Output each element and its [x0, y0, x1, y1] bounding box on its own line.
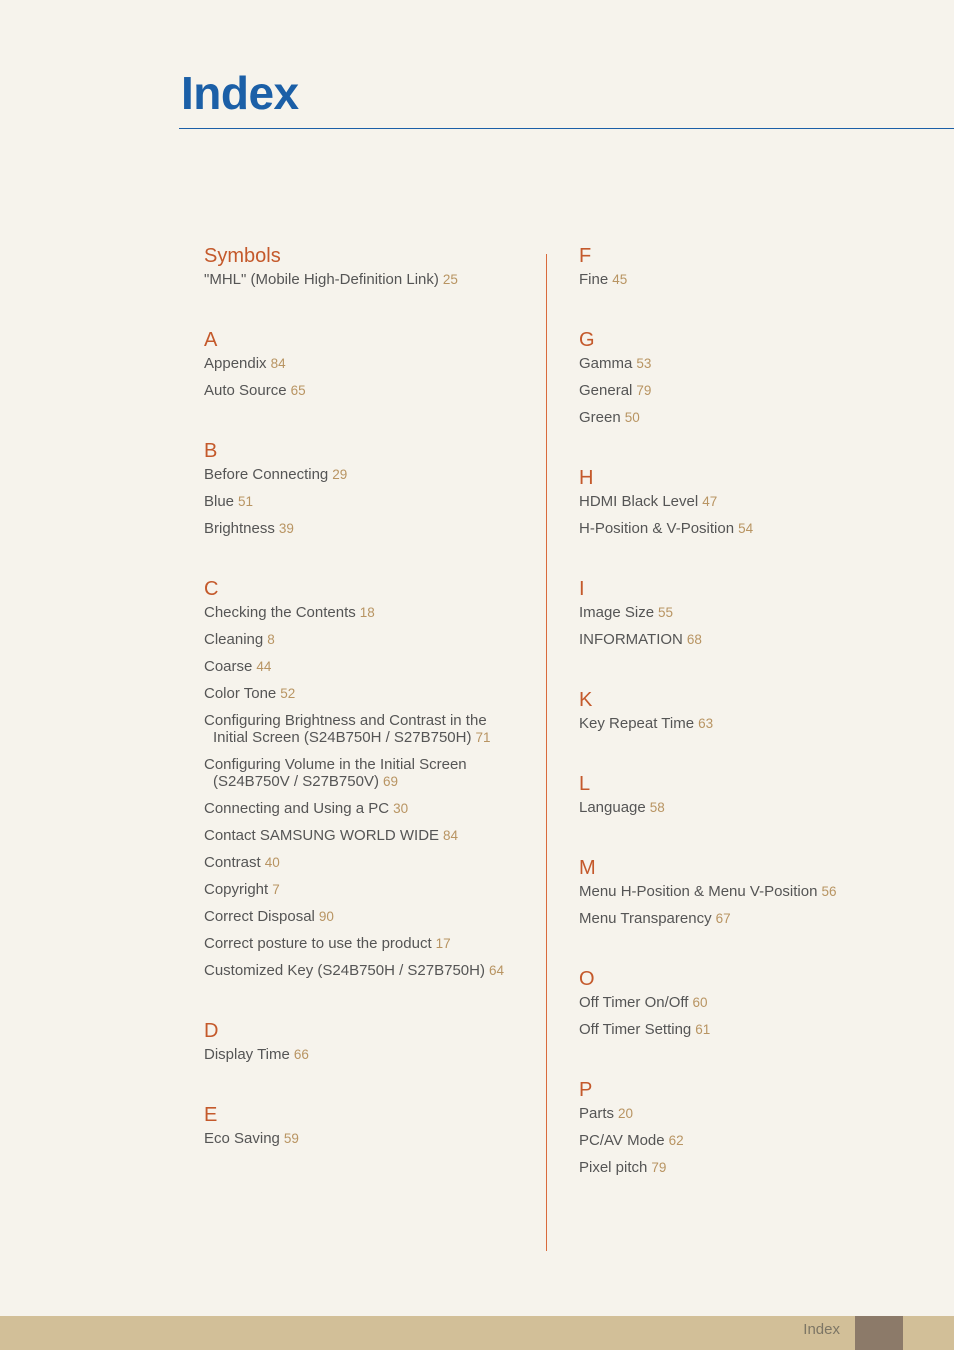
- index-section: [579, 855, 919, 927]
- index-entry[interactable]: [204, 1130, 522, 1147]
- footer-label: Index: [803, 1321, 840, 1338]
- index-entry-term: Appendix: [204, 355, 267, 372]
- index-entry-term: Connecting and Using a PC: [204, 800, 390, 817]
- index-entry-page-number[interactable]: 53: [636, 356, 652, 371]
- index-entry[interactable]: [579, 1159, 919, 1176]
- index-entry[interactable]: [204, 466, 522, 483]
- index-entry-term: Menu H-Position & Menu V-Position: [579, 883, 818, 900]
- index-section: [579, 687, 919, 732]
- index-entry-term: Parts: [579, 1105, 615, 1122]
- index-entry[interactable]: [579, 409, 919, 426]
- index-letter-heading: I: [579, 578, 585, 600]
- index-entry-page-number[interactable]: 67: [715, 911, 731, 926]
- index-entry-page-number[interactable]: 20: [618, 1106, 634, 1121]
- index-section: [204, 438, 522, 537]
- index-entry-page-number[interactable]: 71: [475, 730, 491, 745]
- index-entry-page-number[interactable]: 7: [272, 882, 280, 897]
- footer-page-block: [855, 1316, 903, 1350]
- index-letter-heading: C: [204, 578, 219, 600]
- index-entry-term: INFORMATION: [579, 631, 683, 648]
- index-entry-page-number[interactable]: 50: [624, 410, 640, 425]
- index-entry[interactable]: [204, 604, 522, 621]
- index-entry-page-number[interactable]: 51: [238, 494, 254, 509]
- index-letter-heading: Symbols: [204, 245, 281, 267]
- index-entry-term: Contrast: [204, 854, 261, 871]
- index-entry[interactable]: [579, 910, 919, 927]
- index-entry-term: Image Size: [579, 604, 655, 621]
- index-entry-page-number[interactable]: 84: [443, 828, 459, 843]
- index-letter-heading: P: [579, 1079, 593, 1101]
- index-entry-term: Menu Transparency: [579, 910, 712, 927]
- index-section: [579, 1077, 919, 1176]
- title-rule: [179, 128, 954, 129]
- index-entry[interactable]: [204, 756, 522, 790]
- index-section: [579, 576, 919, 648]
- index-entry-page-number[interactable]: 44: [256, 659, 272, 674]
- index-entry-term: Customized Key (S24B750H / S27B750H): [204, 962, 485, 979]
- index-entry-page-number[interactable]: 65: [290, 383, 306, 398]
- index-entry-page-number[interactable]: 68: [686, 632, 702, 647]
- index-entry-term: Gamma: [579, 355, 633, 372]
- index-entry[interactable]: [204, 827, 522, 844]
- index-entry-page-number[interactable]: 62: [668, 1133, 684, 1148]
- index-entry-term: Correct Disposal: [204, 908, 315, 925]
- index-entry[interactable]: [204, 271, 522, 288]
- index-entry-term: Configuring Volume in the Initial Screen (S24B750V / S27B750V): [204, 756, 467, 790]
- index-entry[interactable]: [579, 883, 919, 900]
- index-entry[interactable]: [204, 908, 522, 925]
- index-entry[interactable]: [204, 382, 522, 399]
- index-column-right: [579, 243, 919, 1215]
- index-entry-page-number[interactable]: 47: [702, 494, 718, 509]
- index-section: [204, 327, 522, 399]
- index-entry-page-number[interactable]: 90: [318, 909, 334, 924]
- index-entry[interactable]: [204, 520, 522, 537]
- index-letter-heading: M: [579, 857, 596, 879]
- index-letter-heading: E: [204, 1104, 218, 1126]
- index-entry-term: Pixel pitch: [579, 1159, 648, 1176]
- index-entry[interactable]: [579, 1021, 919, 1038]
- page-title: Index: [181, 67, 299, 119]
- index-entry-term: "MHL" (Mobile High-Definition Link): [204, 271, 439, 288]
- index-entry-page-number[interactable]: 69: [382, 774, 398, 789]
- index-letter-heading: O: [579, 968, 595, 990]
- index-entry-term: Key Repeat Time: [579, 715, 695, 732]
- index-entry-page-number[interactable]: 79: [636, 383, 652, 398]
- index-section: [579, 966, 919, 1038]
- index-entry-term: Eco Saving: [204, 1130, 280, 1147]
- index-entry-page-number[interactable]: 17: [435, 936, 451, 951]
- index-entry-page-number[interactable]: 64: [488, 963, 505, 978]
- index-entry[interactable]: [204, 355, 522, 372]
- index-entry-page-number[interactable]: 56: [821, 884, 837, 899]
- index-entry[interactable]: [204, 685, 522, 702]
- index-entry[interactable]: [579, 631, 919, 648]
- index-entry[interactable]: [204, 631, 522, 648]
- index-entry[interactable]: [204, 493, 522, 510]
- index-entry[interactable]: [579, 604, 919, 621]
- index-entry[interactable]: [204, 935, 522, 952]
- index-entry-term: HDMI Black Level: [579, 493, 699, 510]
- index-entry[interactable]: [204, 1046, 522, 1063]
- index-entry-page-number[interactable]: 66: [293, 1047, 309, 1062]
- index-letter-heading: A: [204, 329, 218, 351]
- index-entry[interactable]: [579, 994, 919, 1011]
- index-entry-page-number[interactable]: 18: [359, 605, 375, 620]
- index-section: [579, 327, 919, 426]
- index-section: [204, 1102, 522, 1147]
- index-entry-term: Off Timer On/Off: [579, 994, 689, 1011]
- index-entry-term: Before Connecting: [204, 466, 329, 483]
- index-entry-page-number[interactable]: 30: [393, 801, 409, 816]
- index-section: [204, 243, 522, 288]
- index-entry-page-number[interactable]: 52: [280, 686, 296, 701]
- index-entry-term: Language: [579, 799, 646, 816]
- index-entry-term: Display Time: [204, 1046, 290, 1063]
- index-entry[interactable]: [204, 881, 522, 898]
- index-entry[interactable]: [579, 355, 919, 372]
- index-entry-page-number[interactable]: 45: [612, 272, 628, 287]
- index-entry-term: Brightness: [204, 520, 275, 537]
- index-section: [579, 465, 919, 537]
- index-entry-term: PC/AV Mode: [579, 1132, 665, 1149]
- index-entry-term: Configuring Brightness and Contrast in the Initial Screen (S24B750H / S27B750H): [204, 712, 487, 746]
- index-entry-page-number[interactable]: 8: [267, 632, 275, 647]
- index-column-left: [204, 243, 522, 1186]
- index-entry-page-number[interactable]: 58: [649, 800, 665, 815]
- index-entry-term: Green: [579, 409, 621, 426]
- index-entry-page-number[interactable]: 55: [658, 605, 674, 620]
- index-letter-heading: H: [579, 467, 594, 489]
- index-entry-term: Blue: [204, 493, 235, 510]
- index-entry-term: Off Timer Setting: [579, 1021, 692, 1038]
- index-entry-term: General: [579, 382, 633, 399]
- index-entry-term: Copyright: [204, 881, 269, 898]
- index-entry-term: Fine: [579, 271, 609, 288]
- index-entry[interactable]: [579, 520, 919, 537]
- index-entry[interactable]: [579, 493, 919, 510]
- index-entry-page-number[interactable]: 84: [270, 356, 286, 371]
- index-entry-page-number[interactable]: 63: [698, 716, 714, 731]
- index-entry[interactable]: [579, 271, 919, 288]
- index-entry[interactable]: [579, 382, 919, 399]
- index-entry[interactable]: [204, 854, 522, 871]
- column-divider: [546, 254, 547, 1251]
- index-letter-heading: D: [204, 1020, 219, 1042]
- index-entry-page-number[interactable]: 39: [278, 521, 294, 536]
- index-entry[interactable]: [204, 658, 522, 675]
- index-entry-page-number[interactable]: 25: [442, 272, 458, 287]
- index-section: [579, 243, 919, 288]
- index-entry-term: Checking the Contents: [204, 604, 356, 621]
- index-letter-heading: K: [579, 689, 593, 711]
- index-entry-term: Contact SAMSUNG WORLD WIDE: [204, 827, 440, 844]
- index-section: [204, 1018, 522, 1063]
- index-entry[interactable]: [579, 715, 919, 732]
- index-section: [204, 576, 522, 979]
- index-letter-heading: F: [579, 245, 592, 267]
- index-entry-page-number[interactable]: 40: [264, 855, 280, 870]
- index-section: [579, 771, 919, 816]
- index-entry[interactable]: [579, 799, 919, 816]
- index-entry-term: Correct posture to use the product: [204, 935, 432, 952]
- index-entry-term: Color Tone: [204, 685, 277, 702]
- index-entry-page-number[interactable]: 61: [695, 1022, 711, 1037]
- index-entry[interactable]: [204, 800, 522, 817]
- footer-bar: [0, 1316, 954, 1350]
- index-entry-page-number[interactable]: 29: [332, 467, 348, 482]
- index-entry[interactable]: [579, 1132, 919, 1149]
- index-letter-heading: L: [579, 773, 591, 795]
- index-entry-term: H-Position & V-Position: [579, 520, 735, 537]
- index-letter-heading: G: [579, 329, 595, 351]
- index-entry-page-number[interactable]: 59: [283, 1131, 299, 1146]
- index-entry-page-number[interactable]: 60: [692, 995, 708, 1010]
- index-entry-term: Auto Source: [204, 382, 287, 399]
- index-entry-page-number[interactable]: 54: [738, 521, 754, 536]
- index-entry[interactable]: [579, 1105, 919, 1122]
- index-letter-heading: B: [204, 440, 218, 462]
- index-entry[interactable]: [204, 962, 522, 979]
- index-entry[interactable]: [204, 712, 522, 746]
- index-entry-term: Coarse: [204, 658, 253, 675]
- index-entry-term: Cleaning: [204, 631, 264, 648]
- index-entry-page-number[interactable]: 79: [651, 1160, 667, 1175]
